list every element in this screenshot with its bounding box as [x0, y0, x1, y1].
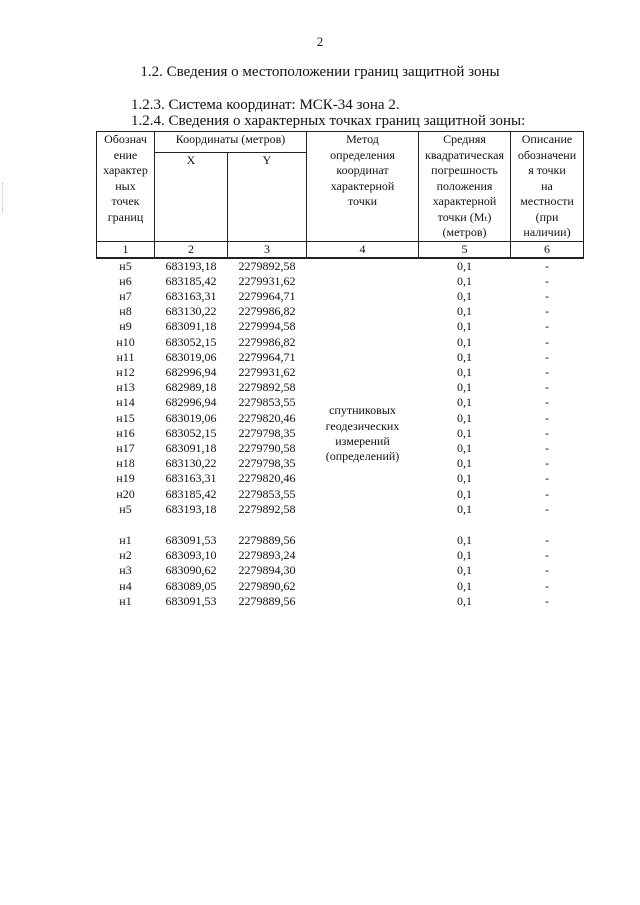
header-line: я точки — [528, 163, 566, 177]
coord-x: 683130,22 — [165, 304, 217, 319]
point-name: н17 — [116, 440, 135, 455]
accuracy: 0,1 — [457, 288, 472, 303]
description: - — [545, 593, 549, 608]
point-name: н16 — [116, 425, 135, 440]
header-line: ение — [113, 147, 138, 162]
point-name: н9 — [119, 319, 132, 334]
header-point-designation-lines — [97, 132, 154, 225]
accuracy: 0,1 — [457, 532, 472, 547]
point-name: н19 — [116, 471, 135, 486]
description: - — [545, 258, 549, 273]
accuracy: 0,1 — [457, 548, 472, 563]
coord-x: 683185,42 — [165, 486, 217, 501]
coord-x: 683163,31 — [165, 288, 217, 303]
description: - — [545, 532, 549, 547]
point-name: н2 — [119, 548, 132, 563]
column-number-4: 4 — [307, 241, 419, 258]
empty-cell — [228, 517, 307, 533]
coord-x: 682989,18 — [165, 380, 217, 395]
coord-x: 683052,15 — [165, 425, 217, 440]
accuracy: 0,1 — [457, 563, 472, 578]
description: - — [545, 425, 549, 440]
accuracy: 0,1 — [457, 319, 472, 334]
header-point-designation — [97, 132, 155, 242]
coord-y: 2279986,82 — [238, 304, 296, 319]
description: - — [545, 410, 549, 425]
coord-x: 683091,18 — [165, 319, 217, 334]
coord-x: 683130,22 — [165, 456, 217, 471]
coord-y: 2279892,58 — [238, 258, 296, 273]
description: - — [545, 548, 549, 563]
empty-cell — [511, 517, 584, 533]
accuracy: 0,1 — [457, 380, 472, 395]
accuracy: 0,1 — [457, 593, 472, 608]
description: - — [545, 471, 549, 486]
header-method — [307, 132, 419, 242]
coord-y: 2279964,71 — [238, 288, 296, 303]
method-cell — [307, 258, 419, 609]
header-line: Описание — [521, 132, 573, 146]
header-line: погрешность — [431, 163, 498, 177]
header-description — [511, 132, 584, 242]
coord-y: 2279964,71 — [238, 349, 296, 364]
point-name: н12 — [116, 364, 135, 379]
method-line: (определений) — [325, 448, 400, 463]
column-number-1: 1 — [97, 241, 155, 258]
header-coordinates: Координаты (метров) — [155, 132, 307, 153]
header-line: ных — [115, 178, 136, 193]
coord-y: 2279931,62 — [238, 273, 296, 288]
scan-margin-mark — [2, 183, 4, 213]
coord-y: 2279893,24 — [238, 548, 296, 563]
description: - — [545, 380, 549, 395]
coord-y: 2279894,30 — [238, 563, 296, 578]
column-number-3: 3 — [228, 241, 307, 258]
coord-x: 683193,18 — [165, 258, 217, 273]
point-name: н18 — [116, 456, 135, 471]
description: - — [545, 349, 549, 364]
coord-y: 2279820,46 — [238, 410, 296, 425]
header-accuracy-lines — [419, 132, 510, 241]
description: - — [545, 486, 549, 501]
header-line: местности — [520, 194, 574, 208]
column-number-5: 5 — [419, 241, 511, 258]
coord-y: 2279889,56 — [238, 532, 296, 547]
accuracy: 0,1 — [457, 410, 472, 425]
accuracy: 0,1 — [457, 578, 472, 593]
coord-y: 2279889,56 — [238, 593, 296, 608]
header-line: точки — [347, 194, 378, 208]
coord-x: 683019,06 — [165, 349, 217, 364]
point-name: н10 — [116, 334, 135, 349]
coord-y: 2279798,35 — [238, 425, 296, 440]
header-y: Y — [228, 152, 307, 241]
method-line: геодезических — [325, 418, 400, 433]
description: - — [545, 563, 549, 578]
header-line: Метод — [346, 132, 379, 146]
header-line: наличии) — [523, 225, 571, 239]
header-accuracy — [419, 132, 511, 242]
description: - — [545, 501, 549, 516]
coord-y: 2279798,35 — [238, 456, 296, 471]
coord-x: 683091,53 — [165, 593, 217, 608]
accuracy: 0,1 — [457, 304, 472, 319]
header-line: обозначени — [517, 147, 577, 162]
header-line: (метров) — [442, 225, 487, 239]
coord-x: 683093,10 — [165, 548, 217, 563]
coordinate-system-line: 1.2.3. Система координат: МСК-34 зона 2. — [131, 97, 400, 113]
description: - — [545, 273, 549, 288]
header-line: характерной — [432, 194, 497, 208]
point-name: н1 — [119, 593, 132, 608]
point-name: н8 — [119, 304, 132, 319]
description: - — [545, 578, 549, 593]
accuracy: 0,1 — [457, 425, 472, 440]
point-name: н5 — [119, 258, 132, 273]
column-number-row — [97, 241, 584, 258]
header-line: характер — [103, 163, 148, 177]
empty-cell — [155, 517, 228, 533]
accuracy: 0,1 — [457, 349, 472, 364]
table-header-row — [97, 132, 584, 153]
coord-y: 2279892,58 — [238, 380, 296, 395]
coord-x: 683185,42 — [165, 273, 217, 288]
coord-x: 683089,05 — [165, 578, 217, 593]
coord-x: 683052,15 — [165, 334, 217, 349]
method-line: измерений — [335, 433, 390, 448]
table-row — [97, 258, 584, 274]
coord-y: 2279790,58 — [238, 440, 296, 455]
empty-cell — [97, 517, 155, 533]
header-line: (при — [535, 209, 559, 224]
description: - — [545, 456, 549, 471]
point-name: н7 — [119, 288, 132, 303]
description: - — [545, 440, 549, 455]
points-info-line: 1.2.4. Сведения о характерных точках границ защитной зоны: — [131, 113, 526, 129]
header-line: на — [541, 178, 553, 193]
description: - — [545, 319, 549, 334]
point-name: н4 — [119, 578, 132, 593]
coord-y: 2279986,82 — [238, 334, 296, 349]
table-body — [97, 132, 584, 609]
description: - — [545, 288, 549, 303]
header-line: границ — [107, 209, 144, 224]
boundary-points-table — [96, 131, 584, 609]
description: - — [545, 304, 549, 319]
coord-x: 683193,18 — [165, 501, 217, 516]
coord-x: 683163,31 — [165, 471, 217, 486]
coord-x: 683090,62 — [165, 563, 217, 578]
header-method-lines — [307, 132, 418, 210]
coord-y: 2279820,46 — [238, 471, 296, 486]
header-description-lines — [511, 132, 583, 241]
header-line: Обознач — [104, 132, 147, 146]
point-name: н13 — [116, 380, 135, 395]
accuracy: 0,1 — [457, 456, 472, 471]
header-line: точки (Mₜ) — [437, 209, 492, 224]
page-number: 2 — [316, 34, 324, 49]
method-line: спутниковых — [329, 403, 396, 418]
accuracy: 0,1 — [457, 486, 472, 501]
coord-x: 683091,53 — [165, 532, 217, 547]
coord-y: 2279892,58 — [238, 501, 296, 516]
point-name: н1 — [119, 532, 132, 547]
column-number-6: 6 — [511, 241, 584, 258]
point-name: н5 — [119, 501, 132, 516]
coord-x: 683019,06 — [165, 410, 217, 425]
accuracy: 0,1 — [457, 273, 472, 288]
accuracy: 0,1 — [457, 258, 472, 273]
column-number-2: 2 — [155, 241, 228, 258]
description: - — [545, 364, 549, 379]
coord-y: 2279853,55 — [238, 395, 296, 410]
coord-y: 2279994,58 — [238, 319, 296, 334]
header-line: квадратическая — [425, 147, 504, 162]
accuracy: 0,1 — [457, 334, 472, 349]
coord-y: 2279931,62 — [238, 364, 296, 379]
accuracy: 0,1 — [457, 440, 472, 455]
empty-cell — [419, 517, 511, 533]
section-heading: 1.2. Сведения о местоположении границ защитной зоны — [140, 64, 500, 80]
accuracy: 0,1 — [457, 395, 472, 410]
accuracy: 0,1 — [457, 501, 472, 516]
description: - — [545, 334, 549, 349]
point-name: н15 — [116, 410, 135, 425]
point-name: н3 — [119, 563, 132, 578]
point-name: н11 — [116, 349, 135, 364]
header-line: Средняя — [443, 132, 486, 146]
coord-x: 682996,94 — [165, 395, 217, 410]
point-name: н20 — [116, 486, 135, 501]
coord-x: 682996,94 — [165, 364, 217, 379]
header-line: координат — [336, 163, 389, 177]
point-name: н6 — [119, 273, 132, 288]
header-line: характерной — [330, 178, 395, 193]
coord-y: 2279853,55 — [238, 486, 296, 501]
header-line: положения — [436, 178, 493, 193]
header-line: точек — [111, 194, 140, 208]
header-x: X — [155, 152, 228, 241]
accuracy: 0,1 — [457, 471, 472, 486]
coord-x: 683091,18 — [165, 440, 217, 455]
header-line: определения — [330, 147, 395, 162]
point-name: н14 — [116, 395, 135, 410]
coord-y: 2279890,62 — [238, 578, 296, 593]
accuracy: 0,1 — [457, 364, 472, 379]
description: - — [545, 395, 549, 410]
